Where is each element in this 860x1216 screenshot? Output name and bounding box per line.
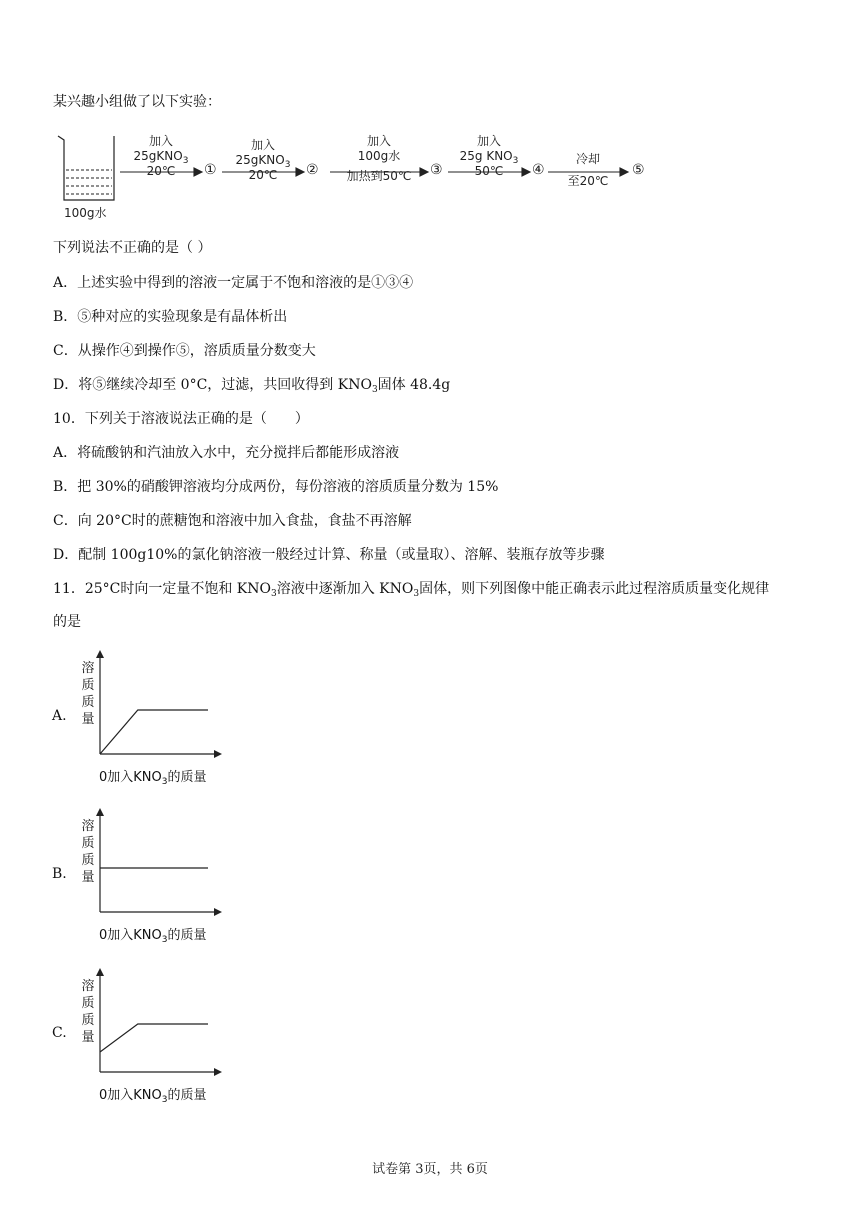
graph-a-svg xyxy=(74,650,234,770)
q11-stem-line2: 的是 xyxy=(53,614,81,630)
q9-option-c: C．从操作④到操作⑤，溶质质量分数变大 xyxy=(53,343,316,359)
graph-c-option: C. xyxy=(52,1025,67,1041)
graph-a-x-label: 0加入$KNO_3$的质量 xyxy=(99,770,207,787)
q9-option-a: A．上述实验中得到的溶液一定属于不饱和溶液的是①③④ xyxy=(53,275,414,291)
flow-step-4: 加入 25g $KNO_3$ 50℃ xyxy=(459,134,519,178)
q10-option-a: A．将硫酸钠和汽油放入水中，充分搅拌后都能形成溶液 xyxy=(53,445,400,461)
graph-b-x-label: 0加入$KNO_3$的质量 xyxy=(99,928,207,945)
graph-b xyxy=(74,808,234,948)
q9-option-d: D．将⑤继续冷却至 0°C，过滤，共回收得到 $KNO_3$固体 48.4g xyxy=(53,377,451,395)
graph-c-y-label: 溶 质 质 量 xyxy=(81,979,95,1045)
graph-c-x-label: 0加入$KNO_3$的质量 xyxy=(99,1088,207,1105)
marker-1: ① xyxy=(204,162,217,178)
graph-b-option: B. xyxy=(52,866,67,882)
flow-step-1: 加入 25gKNO$_3$ 20℃ xyxy=(133,134,189,178)
beaker-icon xyxy=(58,136,114,200)
graph-b-svg xyxy=(74,808,234,928)
flow-step-1-reagent: 25gKNO$_3$ xyxy=(133,149,189,166)
marker-2: ② xyxy=(306,162,319,178)
graph-a-option: A. xyxy=(52,708,67,724)
graph-a-y-label: 溶 质 质 量 xyxy=(81,661,95,727)
beaker-label: 100g水 xyxy=(64,206,107,220)
flow-step-2: 加入 25gKNO$_3$ 20℃ xyxy=(235,138,291,182)
q10-option-c: C．向 20°C时的蔗糖饱和溶液中加入食盐，食盐不再溶解 xyxy=(53,513,412,529)
q9-stem: 下列说法不正确的是（ ） xyxy=(53,240,212,256)
flow-step-4-reagent: 25g $KNO_3$ xyxy=(459,149,519,166)
q10-stem: 10．下列关于溶液说法正确的是（ ） xyxy=(53,411,309,427)
flow-step-2-reagent: 25gKNO$_3$ xyxy=(235,153,291,170)
marker-4: ④ xyxy=(532,162,545,178)
graph-c xyxy=(74,968,234,1108)
q9-option-b: B．⑤种对应的实验现象是有晶体析出 xyxy=(53,309,288,325)
graph-a-curve xyxy=(100,710,208,754)
intro-text: 某兴趣小组做了以下实验： xyxy=(53,94,221,110)
q10-option-d: D．配制 100g10%的氯化钠溶液一般经过计算、称量（或量取）、溶解、装瓶存放等步骤 xyxy=(53,547,605,563)
graph-b-y-label: 溶 质 质 量 xyxy=(81,819,95,885)
marker-5: ⑤ xyxy=(632,162,645,178)
graph-a xyxy=(74,650,234,790)
graph-c-svg xyxy=(74,968,234,1088)
q11-stem: 11．25°C时向一定量不饱和 $KNO_3$溶液中逐渐加入 $KNO_3$固体，则下列图像中能正确表示此过程溶质质量变化规律 xyxy=(53,581,770,599)
flow-step-5: 冷却 至20℃ xyxy=(567,152,609,188)
experiment-flow xyxy=(56,128,676,224)
page-footer: 试卷第 3页，共 6页 xyxy=(372,1162,488,1177)
q10-option-b: B．把 30%的硝酸钾溶液均分成两份，每份溶液的溶质质量分数为 15% xyxy=(53,479,499,495)
graph-c-curve xyxy=(100,1024,208,1052)
marker-3: ③ xyxy=(430,162,443,178)
flow-step-3: 加入 100g水 加热到50℃ xyxy=(346,134,412,183)
